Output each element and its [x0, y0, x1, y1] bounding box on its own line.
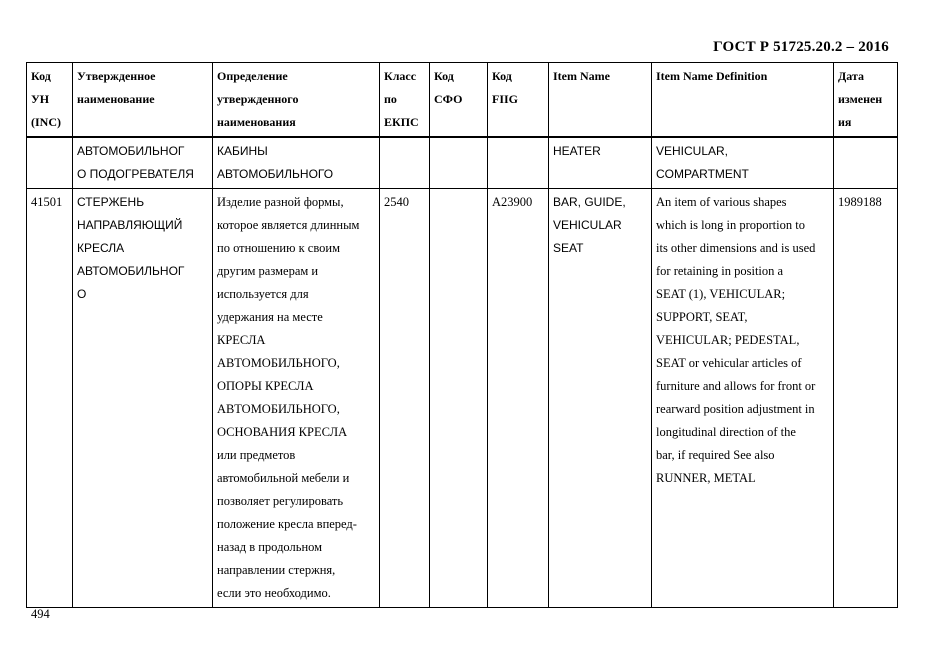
col-header-name: Утвержденное наименование: [73, 63, 213, 138]
cell-item-name: BAR, GUIDE, VEHICULAR SEAT: [549, 189, 652, 608]
catalog-table: [26, 62, 898, 608]
cell-date: [834, 137, 898, 189]
page-number: 494: [31, 607, 50, 621]
cell-class: 2540: [380, 189, 430, 608]
cell-name: АВТОМОБИЛЬНОГ О ПОДОГРЕВАТЕЛЯ: [73, 137, 213, 189]
table-header-row: [27, 63, 898, 138]
table-row: [27, 137, 898, 189]
cell-class: [380, 137, 430, 189]
cell-name: СТЕРЖЕНЬ НАПРАВЛЯЮЩИЙ КРЕСЛА АВТОМОБИЛЬНОГ О: [73, 189, 213, 608]
cell-definition: Изделие разной формы, которое является длинным по отношению к своим другим размерам и используется для удержания на месте КРЕСЛА АВТОМОБИЛЬНОГО, ОПОРЫ КРЕСЛА АВТОМОБИЛЬНОГО, ОСНОВАНИЯ КРЕСЛА или предметов автомобильной мебели и позволяет регулировать положение кресла вперед- назад в продольном направлении стержня, если это необходимо.: [213, 189, 380, 608]
cell-inc: 41501: [27, 189, 73, 608]
cell-inc: [27, 137, 73, 189]
cell-definition: КАБИНЫ АВТОМОБИЛЬНОГО: [213, 137, 380, 189]
cell-date: 1989188: [834, 189, 898, 608]
col-header-item-definition: Item Name Definition: [652, 63, 834, 138]
document-code: ГОСТ Р 51725.20.2 – 2016: [713, 39, 889, 55]
col-header-definition: Определение утвержденного наименования: [213, 63, 380, 138]
cell-item-definition: An item of various shapes which is long in proportion to its other dimensions and is used for retaining in position a SEAT (1), VEHICULAR; SUPPORT, SEAT, VEHICULAR; PEDESTAL, SEAT or vehicular articles of furniture and allows for front or rearward position adjustment in longitudinal direction of the bar, if required See also RUNNER, METAL: [652, 189, 834, 608]
col-header-fiig: Код FIIG: [488, 63, 549, 138]
cell-sfo: [430, 137, 488, 189]
cell-sfo: [430, 189, 488, 608]
col-header-inc: Код УН (INC): [27, 63, 73, 138]
cell-item-definition: VEHICULAR, COMPARTMENT: [652, 137, 834, 189]
cell-item-name: HEATER: [549, 137, 652, 189]
cell-fiig: [488, 137, 549, 189]
col-header-item-name: Item Name: [549, 63, 652, 138]
table-row: [27, 189, 898, 608]
col-header-class: Класс по ЕКПС: [380, 63, 430, 138]
col-header-sfo: Код СФО: [430, 63, 488, 138]
col-header-date: Дата изменен ия: [834, 63, 898, 138]
cell-fiig: A23900: [488, 189, 549, 608]
